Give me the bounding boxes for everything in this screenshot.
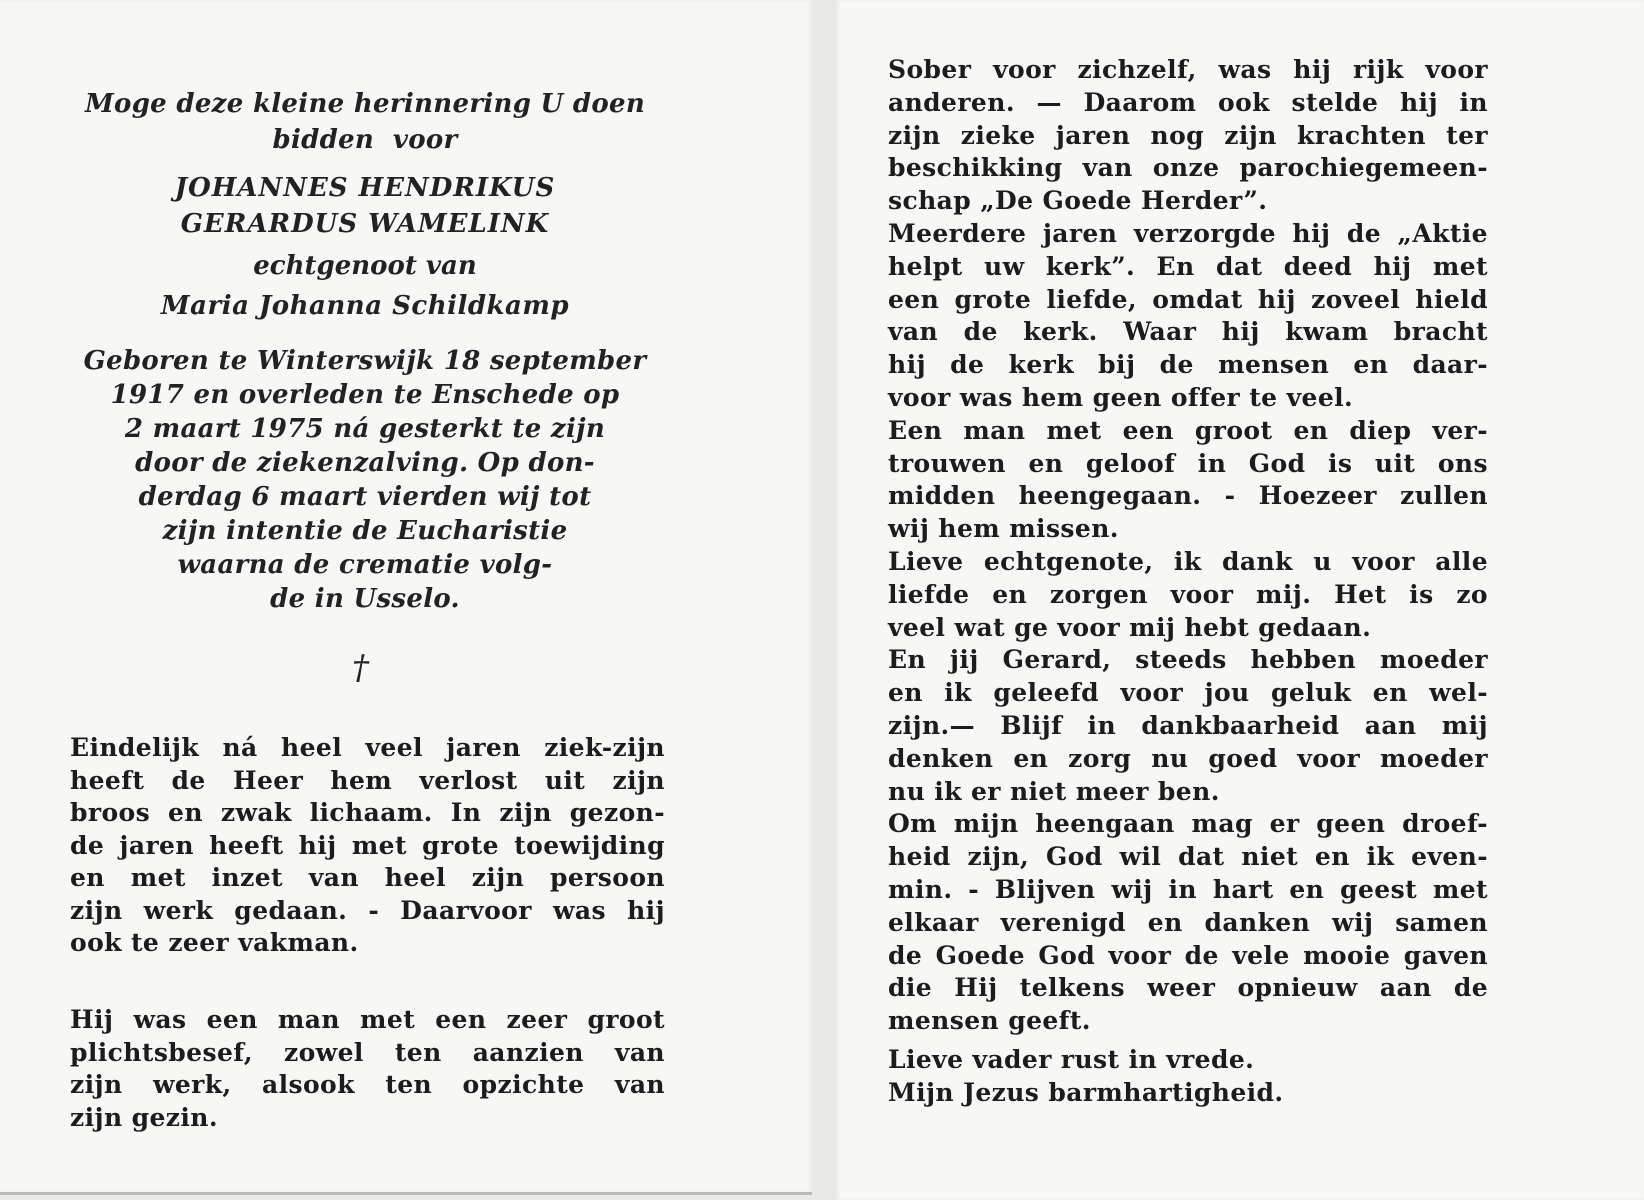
text-line: Lieve vader rust in vrede. [888,1044,1255,1074]
text-line: plichtsbesef, zowel ten aanzien van [70,1037,665,1067]
details-line: 2 maart 1975 ná gesterkt te zijn [124,414,606,444]
name-line: JOHANNES HENDRIKUS [174,173,556,203]
text-line: zijn.— Blijf in dankbaarheid aan mij [888,710,1488,740]
text-line: elkaar verenigd en danken wij samen [888,907,1488,937]
text-line: anderen. — Daarom ook stelde hij in [888,87,1488,117]
paragraph-son [888,644,1488,808]
text-line: Hij was een man met een zeer groot [70,1005,665,1034]
prayer-line: Moge deze kleine herinnering U doen [84,89,646,119]
paragraph-faith [888,415,1488,546]
details-line: door de ziekenzalving. Op don- [135,448,595,478]
text-line: En jij Gerard, steeds hebben moeder [888,645,1488,675]
text-line: zijn gezin. [70,1102,218,1132]
text-line: die Hij telkens weer opnieuw aan de [888,973,1488,1003]
right-page-text [888,54,1488,1110]
text-line: van de kerk. Waar hij kwam bracht [888,317,1488,347]
text-line: Een man met een groot en diep ver- [888,415,1488,445]
text-line: midden heengegaan. - Hoezeer zullen [888,481,1488,511]
text-line: heid zijn, God wil dat niet en ik even- [888,842,1488,872]
text-line: denken en zorg nu goed voor moeder [888,743,1488,773]
text-line: nu ik er niet meer ben. [888,776,1220,806]
text-line: veel wat ge voor mij hebt gedaan. [888,612,1372,642]
text-line: ook te zeer vakman. [70,928,359,957]
paragraph-no-grief [888,808,1488,1038]
text-line: zijn werk gedaan. - Daarvoor was hij [70,895,665,925]
text-line: Mijn Jezus barmhartigheid. [888,1077,1284,1107]
paragraph-generosity [888,54,1488,218]
text-line: de jaren heeft hij met grote toewijding [70,830,665,860]
text-line: zijn werk, alsook ten opzichte van [70,1070,665,1099]
paragraph-illness [70,732,665,960]
details-line: waarna de crematie volg- [177,550,553,580]
details-line: 1917 en overleden te Enschede op [110,380,620,410]
text-line: en ik geleefd voor jou geluk en wel- [888,678,1488,708]
header-block [55,86,675,616]
text-line: liefde en zorgen voor mij. Het is zo [888,579,1488,609]
paragraph-duty [70,1004,665,1134]
spouse-name-text: Maria Johanna Schildkamp [160,291,570,321]
text-line: hij de kerk bij de mensen en daar- [888,350,1488,380]
text-line: en met inzet van heel zijn persoon [70,863,665,892]
text-line: broos en zwak lichaam. In zijn gezon- [70,798,665,827]
text-line: schap „De Goede Herder”. [888,186,1268,216]
prayer-request [55,86,675,158]
page-edge [0,1192,812,1195]
spouse-label-text: echtgenoot van [253,251,477,281]
text-line: Sober voor zichzelf, was hij rijk voor [888,55,1488,84]
details-line: zijn intentie de Eucharistie [162,516,568,546]
paragraph-wife [888,546,1488,644]
text-line: Meerdere jaren verzorgde hij de „Aktie [888,218,1488,248]
paragraph-church [888,218,1488,415]
text-line: heeft de Heer hem verlost uit zijn [70,765,665,795]
text-line: voor was hem geen offer te veel. [888,382,1354,412]
text-line: mensen geeft. [888,1006,1091,1036]
prayer-line: bidden voor [272,125,458,155]
name-line: GERARDUS WAMELINK [180,209,550,239]
spouse-label [55,246,675,286]
text-line: min. - Blijven wij in hart en geest met [888,874,1488,904]
text-line: helpt uw kerk”. En dat deed hij met [888,251,1488,281]
birth-death-details [55,344,675,616]
details-line: Geboren te Winterswijk 18 september [83,346,647,376]
text-line: de Goede God voor de vele mooie gaven [888,940,1488,970]
details-line: de in Usselo. [270,584,460,614]
text-line: zijn zieke jaren nog zijn krachten ter [888,120,1488,150]
text-line: beschikking van onze parochiegemeen- [888,153,1488,183]
text-line: Lieve echtgenote, ik dank u voor alle [888,546,1488,576]
spouse-name [55,286,675,326]
text-line: Eindelijk ná heel veel jaren ziek-zijn [70,733,665,762]
text-line: Om mijn heengaan mag er geen droef- [888,809,1488,839]
deceased-name [55,170,675,242]
text-line: trouwen en geloof in God is uit ons [888,448,1488,478]
details-line: derdag 6 maart vierden wij tot [138,482,592,512]
closing-prayer [888,1044,1488,1110]
text-line: een grote liefde, omdat hij zoveel hield [888,284,1488,314]
cross-icon: † [352,648,369,688]
text-line: wij hem missen. [888,514,1119,544]
left-page [0,0,812,1193]
